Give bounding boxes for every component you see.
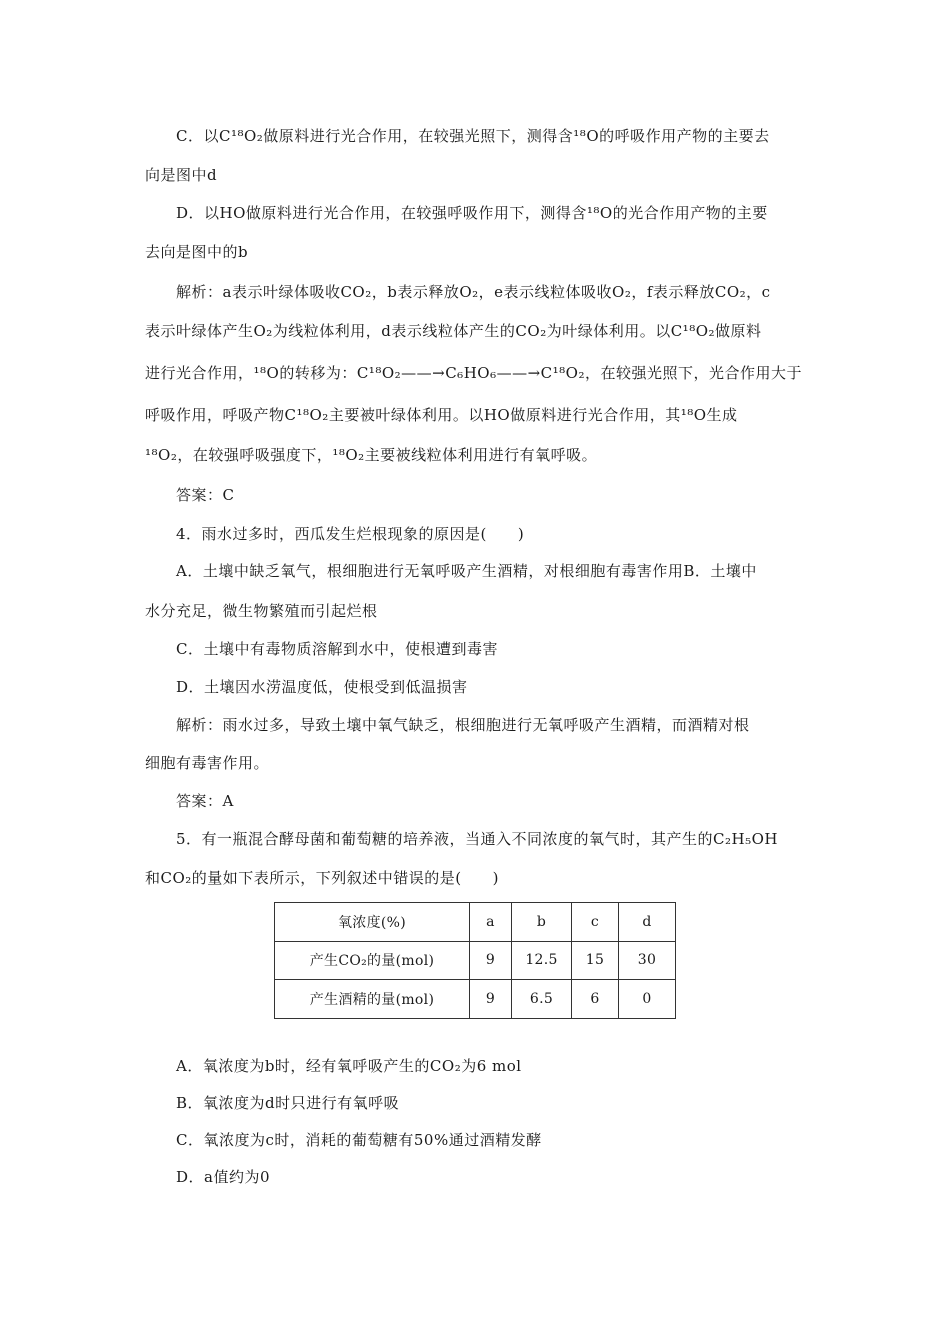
- question-5-line-1: 5．有一瓶混合酵母菌和葡萄糖的培养液，当通入不同浓度的氧气时，其产生的C₂H₅OH: [176, 830, 779, 848]
- q4-analysis-line-2: 细胞有毒害作用。: [145, 754, 270, 772]
- analysis-line-1: 解析：a表示叶绿体吸收CO₂，b表示释放O₂，e表示线粒体吸收O₂，f表示释放CO₂，c: [176, 283, 771, 301]
- q4-option-a-line-1: A．土壤中缺乏氧气，根细胞进行无氧呼吸产生酒精，对根细胞有毒害作用B．土壤中: [176, 562, 757, 580]
- table-cell: 6: [572, 980, 619, 1019]
- table-cell: 9: [470, 941, 512, 980]
- table-cell: 9: [470, 980, 512, 1019]
- table-header-cell: a: [470, 903, 512, 942]
- option-c-line-1: C．以C¹⁸O₂做原料进行光合作用，在较强光照下，测得含¹⁸O的呼吸作用产物的主要去: [176, 127, 770, 145]
- q4-option-d: D．土壤因水涝温度低，使根受到低温损害: [176, 678, 468, 696]
- table-cell: 产生酒精的量(mol): [275, 980, 470, 1019]
- question-5-line-2: 和CO₂的量如下表所示，下列叙述中错误的是( ): [145, 869, 499, 887]
- option-d-line-1: D．以HO做原料进行光合作用，在较强呼吸作用下，测得含¹⁸O的光合作用产物的主要: [176, 204, 768, 222]
- q5-option-d: D．a值约为0: [176, 1168, 271, 1186]
- oxygen-data-table: [274, 902, 676, 1019]
- q5-option-b: B．氧浓度为d时只进行有氧呼吸: [176, 1094, 400, 1112]
- table-row: [275, 941, 676, 980]
- option-c-line-2: 向是图中d: [145, 166, 218, 184]
- q5-option-a: A．氧浓度为b时，经有氧呼吸产生的CO₂为6 mol: [176, 1057, 522, 1075]
- table-cell: 产生CO₂的量(mol): [275, 941, 470, 980]
- table-cell: 6.5: [512, 980, 572, 1019]
- analysis-line-2: 表示叶绿体产生O₂为线粒体利用，d表示线粒体产生的CO₂为叶绿体利用。以C¹⁸O₂做原料: [145, 322, 762, 340]
- q4-option-a-line-2: 水分充足，微生物繁殖而引起烂根: [145, 602, 378, 620]
- table-header-cell: c: [572, 903, 619, 942]
- table-header-cell: d: [619, 903, 676, 942]
- analysis-line-3: 进行光合作用，¹⁸O的转移为：C¹⁸O₂——→C₆HO₆——→C¹⁸O₂，在较强光照下，光合作用大于: [145, 364, 802, 382]
- answer-3: 答案：C: [176, 486, 235, 504]
- q4-option-c: C．土壤中有毒物质溶解到水中，使根遭到毒害: [176, 640, 498, 658]
- question-4: 4．雨水过多时，西瓜发生烂根现象的原因是( ): [176, 525, 525, 543]
- table-row: [275, 980, 676, 1019]
- table-header-cell: 氧浓度(%): [275, 903, 470, 942]
- table-cell: 30: [619, 941, 676, 980]
- analysis-line-4: 呼吸作用，呼吸产物C¹⁸O₂主要被叶绿体利用。以HO做原料进行光合作用，其¹⁸O生成: [145, 406, 738, 424]
- q4-analysis-line-1: 解析：雨水过多，导致土壤中氧气缺乏，根细胞进行无氧呼吸产生酒精，而酒精对根: [176, 716, 750, 734]
- analysis-line-5: ¹⁸O₂，在较强呼吸强度下，¹⁸O₂主要被线粒体利用进行有氧呼吸。: [145, 446, 598, 464]
- table-header-cell: b: [512, 903, 572, 942]
- option-d-line-2: 去向是图中的b: [145, 243, 249, 261]
- table-cell: 15: [572, 941, 619, 980]
- table-header-row: [275, 903, 676, 942]
- table-cell: 0: [619, 980, 676, 1019]
- q5-option-c: C．氧浓度为c时，消耗的葡萄糖有50%通过酒精发酵: [176, 1131, 542, 1149]
- table-cell: 12.5: [512, 941, 572, 980]
- answer-4: 答案：A: [176, 792, 234, 810]
